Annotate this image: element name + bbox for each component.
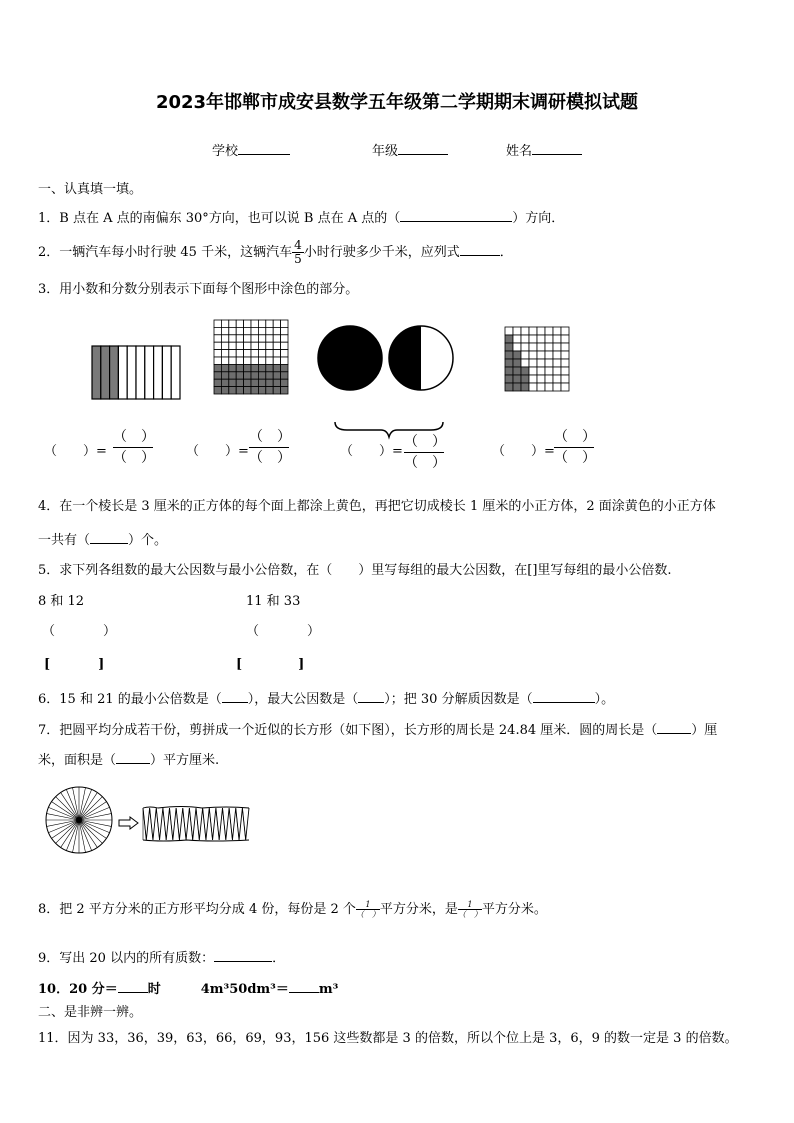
section-1-heading: 一、认真填一填。 — [38, 182, 143, 197]
q3-decimal-4[interactable]: （ ） — [492, 444, 545, 459]
question-1 — [38, 207, 564, 228]
question-11: 11．因为 33，36，39，63，66，69，93，156 这些数都是 3 的倍数，所以个位上是 3，6，9 的数一定是 3 的倍数。 — [38, 1031, 738, 1046]
name-field — [506, 140, 582, 161]
q2-text: 2．一辆汽车每小时行驶 45 千米，这辆汽车 — [38, 245, 293, 260]
q10-blank-2[interactable] — [289, 978, 319, 993]
q2-fraction: $\frac{4}{5}$ — [294, 238, 302, 266]
q3-decimal-2[interactable]: （ ） — [186, 444, 239, 459]
page-title: 2023年邯郸市成安县数学五年级第二学期期末调研模拟试题 — [155, 92, 639, 113]
question-8: 8．把 2 平方分米的正方形平均分成 4 份，每份是 2 个 $\frac{1}{( )}$平方分米，是 $\frac{1}{( )}$平方分米。 — [38, 900, 547, 919]
question-4-cont: 一共有（ ）个。 — [38, 529, 167, 550]
q7-blank-1[interactable] — [657, 719, 691, 734]
q3-decimal-1[interactable]: （ ） — [44, 444, 97, 459]
q1-blank[interactable] — [400, 207, 512, 222]
question-2: 2．一辆汽车每小时行驶 45 千米，这辆汽车 $\frac{4}{5}$ 小时行驶多少千米，应列式 ． — [38, 238, 513, 266]
section-2-heading: 二、是非辨一辨。 — [38, 1005, 143, 1020]
q6-blank-2[interactable] — [358, 688, 384, 703]
figure-circles — [317, 325, 455, 393]
q2-text-mid: 小时行驶多少千米，应列式 — [303, 245, 460, 260]
q1-text-end: ）方向． — [512, 211, 565, 226]
q5-lcm-2[interactable]: [ ] — [236, 657, 305, 672]
q3-fraction-2[interactable]: （ ） （ ） — [249, 429, 291, 466]
question-3: 3．用小数和分数分别表示下面每个图形中涂色的部分。 — [38, 282, 359, 297]
q3-answer-1: （ ）= — [44, 444, 107, 459]
q5-lcm-1[interactable]: [ ] — [44, 657, 105, 672]
q4-blank[interactable] — [90, 529, 128, 544]
question-4: 4．在一个棱长是 3 厘米的正方体的每个面上都涂上黄色，再把它切成棱长 1 厘米的小正方体，2 面涂黄色的小正方体 — [38, 499, 716, 514]
name-blank[interactable] — [532, 140, 582, 155]
question-7-cont: 米，面积是（ ）平方厘米. — [38, 749, 219, 770]
school-field — [212, 140, 290, 161]
q8-fraction-1[interactable]: $\frac{1}{( )}$ — [355, 900, 380, 919]
q5-gcd-2[interactable]: （ ） — [246, 624, 321, 639]
q2-blank[interactable] — [460, 241, 500, 256]
grade-label: 年级 — [372, 144, 399, 159]
q3-fraction-1[interactable]: （ ） （ ） — [113, 429, 155, 466]
q3-answer-3: （ ）= — [340, 444, 403, 459]
figure-columns — [91, 345, 181, 400]
school-label: 学校 — [212, 144, 239, 159]
grade-blank[interactable] — [398, 140, 448, 155]
question-5: 5．求下列各组数的最大公因数与最小公倍数，在（ ）里写每组的最大公因数，在[]里写每组的最小公倍数. — [38, 563, 672, 578]
question-7: 7．把圆平均分成若干份，剪拼成一个近似的长方形（如下图），长方形的周长是 24.84 厘米．圆的周长是（ ）厘 — [38, 719, 717, 740]
q10-blank-1[interactable] — [118, 978, 148, 993]
question-10: 10．20 分＝ 时 4m³50dm³＝ m³ — [38, 978, 338, 999]
approx-rectangle-figure — [142, 805, 252, 843]
arrow-right-icon — [118, 817, 140, 829]
q5-group-2: 11 和 33 — [246, 594, 301, 609]
figure-grid-100 — [213, 319, 289, 395]
question-9: 9．写出 20 以内的所有质数： ． — [38, 947, 285, 968]
q8-fraction-2[interactable]: $\frac{1}{( )}$ — [457, 900, 482, 919]
q3-answer-4: （ ）= — [492, 444, 555, 459]
q3-fraction-4[interactable]: （ ） （ ） — [554, 429, 596, 466]
q1-text: 1．B 点在 A 点的南偏东 30°方向，也可以说 B 点在 A 点的（ — [38, 211, 401, 226]
q5-gcd-1[interactable]: （ ） — [42, 624, 117, 639]
q3-fraction-3[interactable]: （ ） （ ） — [404, 434, 446, 471]
q6-blank-1[interactable] — [222, 688, 248, 703]
school-blank[interactable] — [238, 140, 290, 155]
grade-field — [372, 140, 448, 161]
q6-blank-3[interactable] — [533, 688, 595, 703]
circle-sectors-figure — [44, 785, 116, 857]
q3-answer-2: （ ）= — [186, 444, 249, 459]
q5-group-1: 8 和 12 — [38, 594, 85, 609]
q9-blank[interactable] — [214, 947, 272, 962]
name-label: 姓名 — [506, 144, 533, 159]
q7-blank-2[interactable] — [116, 749, 150, 764]
q3-decimal-3[interactable]: （ ） — [340, 444, 393, 459]
figure-grid-64 — [504, 326, 570, 394]
question-6: 6．15 和 21 的最小公倍数是（ ），最大公因数是（ ）；把 30 分解质因数是（ ）。 — [38, 688, 614, 709]
